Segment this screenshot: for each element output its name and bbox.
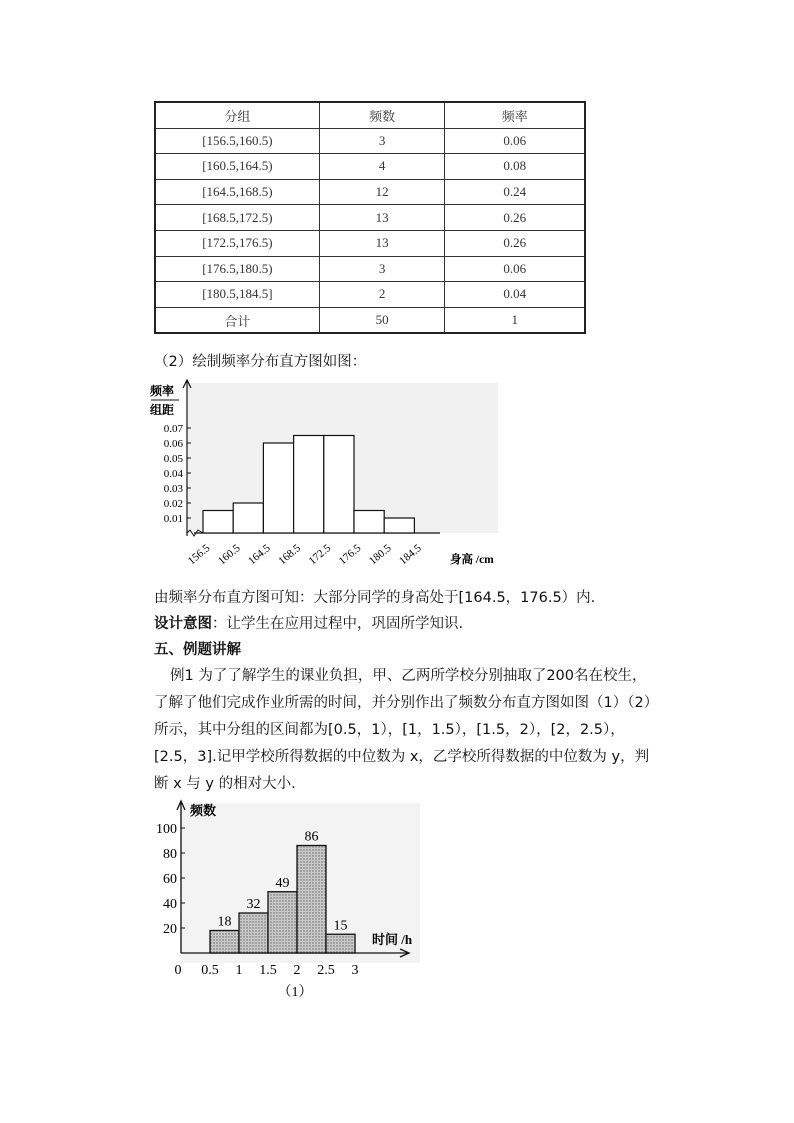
figure-caption: （1） bbox=[277, 985, 313, 1000]
example-line-2: 了解了他们完成作业所需的时间，并分别作出了频数分布直方图如图（1）（2） bbox=[154, 695, 659, 711]
cell-count: 50 bbox=[319, 307, 445, 333]
histogram-bar bbox=[354, 511, 384, 534]
cell-frequency: 0.08 bbox=[445, 154, 585, 180]
example-line-4: [2.5，3].记甲学校所得数据的中位数为 x，乙学校所得数据的中位数为 y，判 bbox=[154, 749, 650, 765]
cell-count: 2 bbox=[319, 282, 445, 308]
x-axis-label: 身高 /cm bbox=[450, 554, 494, 566]
example-line-5: 断 x 与 y 的相对大小. bbox=[154, 776, 296, 792]
y-tick-label: 0.03 bbox=[163, 483, 183, 495]
cell-frequency: 0.06 bbox=[445, 128, 585, 154]
cell-group: [168.5,172.5) bbox=[155, 205, 319, 231]
y-axis-label-top: 频率 bbox=[150, 384, 175, 398]
y-tick-label: 0.05 bbox=[163, 453, 183, 465]
table-row bbox=[155, 154, 585, 180]
x-tick-label: 2.5 bbox=[317, 963, 335, 978]
table-row bbox=[155, 128, 585, 154]
table-header-row bbox=[155, 102, 585, 128]
y-tick-label: 20 bbox=[163, 922, 177, 937]
cell-group: [160.5,164.5) bbox=[155, 154, 319, 180]
histogram-bar bbox=[297, 846, 326, 954]
x-tick-label: 156.5 bbox=[185, 542, 213, 568]
histogram-bar bbox=[268, 892, 297, 953]
y-tick-label: 60 bbox=[163, 872, 177, 887]
y-tick-label: 40 bbox=[163, 897, 177, 912]
y-tick-label: 0.01 bbox=[163, 513, 183, 525]
table-row bbox=[155, 230, 585, 256]
x-tick-label: 3 bbox=[351, 963, 359, 978]
histogram-bar bbox=[233, 503, 263, 533]
x-axis-label: 时间 /h bbox=[372, 932, 413, 947]
cell-count: 3 bbox=[319, 128, 445, 154]
x-tick-label: 1.5 bbox=[259, 963, 277, 978]
cell-frequency: 1 bbox=[445, 307, 585, 333]
y-tick-label: 0.02 bbox=[163, 498, 183, 510]
table-row bbox=[155, 282, 585, 308]
histogram-bar bbox=[326, 934, 355, 953]
bar-data-label: 32 bbox=[246, 897, 261, 912]
cell-frequency: 0.24 bbox=[445, 179, 585, 205]
table-total-row bbox=[155, 307, 585, 333]
height-frequency-histogram bbox=[150, 378, 510, 573]
example-line-1: 例1 为了了解学生的课业负担，甲、乙两所学校分别抽取了200名在校生， bbox=[170, 668, 647, 684]
histogram-bar bbox=[203, 511, 233, 534]
cell-frequency: 0.06 bbox=[445, 256, 585, 282]
table-row bbox=[155, 256, 585, 282]
design-intent bbox=[154, 611, 463, 637]
header-group: 分组 bbox=[155, 102, 319, 128]
x-tick-label: 176.5 bbox=[336, 542, 364, 568]
y-axis-label-bottom: 组距 bbox=[150, 403, 175, 417]
x-tick-label: 180.5 bbox=[366, 542, 394, 568]
x-tick-label: 168.5 bbox=[276, 542, 304, 568]
cell-count: 4 bbox=[319, 154, 445, 180]
y-tick-label: 100 bbox=[156, 822, 177, 837]
bar-data-label: 86 bbox=[304, 829, 319, 845]
cell-group: [180.5,184.5] bbox=[155, 282, 319, 308]
bar-data-label: 49 bbox=[275, 875, 290, 891]
bar-data-label: 15 bbox=[333, 918, 348, 934]
cell-group: [172.5,176.5) bbox=[155, 230, 319, 256]
table-row bbox=[155, 179, 585, 205]
y-tick-label: 0.07 bbox=[163, 423, 183, 435]
conclusion-text: 由频率分布直方图可知：大部分同学的身高处于[164.5，176.5）内. bbox=[154, 590, 596, 606]
example-line-3: 所示，其中分组的区间都为[0.5，1），[1，1.5），[1.5，2），[2，2.5）， bbox=[154, 722, 625, 738]
histogram-bar bbox=[239, 913, 268, 953]
x-tick-label: 1 bbox=[235, 963, 243, 978]
x-tick-label: 160.5 bbox=[215, 542, 243, 568]
header-count: 频数 bbox=[319, 102, 445, 128]
histogram-bar bbox=[210, 931, 239, 954]
design-intent-label: 设计意图 bbox=[154, 616, 212, 632]
histogram-bar bbox=[324, 436, 354, 534]
cell-count: 13 bbox=[319, 205, 445, 231]
cell-count: 3 bbox=[319, 256, 445, 282]
x-tick-label: 164.5 bbox=[246, 542, 273, 568]
cell-group: 合计 bbox=[155, 307, 319, 333]
cell-frequency: 0.26 bbox=[445, 230, 585, 256]
y-axis-label: 频数 bbox=[190, 803, 217, 818]
x-tick-label: 184.5 bbox=[397, 542, 424, 568]
cell-count: 13 bbox=[319, 230, 445, 256]
cell-frequency: 0.04 bbox=[445, 282, 585, 308]
y-tick-label: 0.04 bbox=[163, 468, 183, 480]
step2-text: （2）绘制频率分布直方图如图： bbox=[154, 354, 367, 370]
y-tick-label: 0.06 bbox=[163, 438, 183, 450]
table-row bbox=[155, 205, 585, 231]
histogram-bar bbox=[384, 518, 414, 533]
cell-group: [164.5,168.5) bbox=[155, 179, 319, 205]
design-intent-text: ：让学生在应用过程中，巩固所学知识. bbox=[212, 616, 464, 632]
cell-count: 12 bbox=[319, 179, 445, 205]
frequency-table bbox=[154, 101, 586, 334]
cell-group: [176.5,180.5) bbox=[155, 256, 319, 282]
cell-group: [156.5,160.5) bbox=[155, 128, 319, 154]
section-heading: 五、例题讲解 bbox=[154, 642, 241, 658]
x-tick-label: 2 bbox=[293, 963, 301, 978]
x-tick-label: 0 bbox=[174, 963, 182, 978]
histogram-bar bbox=[263, 443, 293, 533]
header-frequency: 频率 bbox=[445, 102, 585, 128]
bar-data-label: 18 bbox=[217, 914, 232, 930]
cell-frequency: 0.26 bbox=[445, 205, 585, 231]
y-tick-label: 80 bbox=[163, 847, 177, 862]
time-frequency-histogram bbox=[150, 798, 430, 1003]
x-tick-label: 172.5 bbox=[306, 542, 334, 568]
histogram-bar bbox=[294, 436, 324, 534]
x-tick-label: 0.5 bbox=[201, 963, 219, 978]
